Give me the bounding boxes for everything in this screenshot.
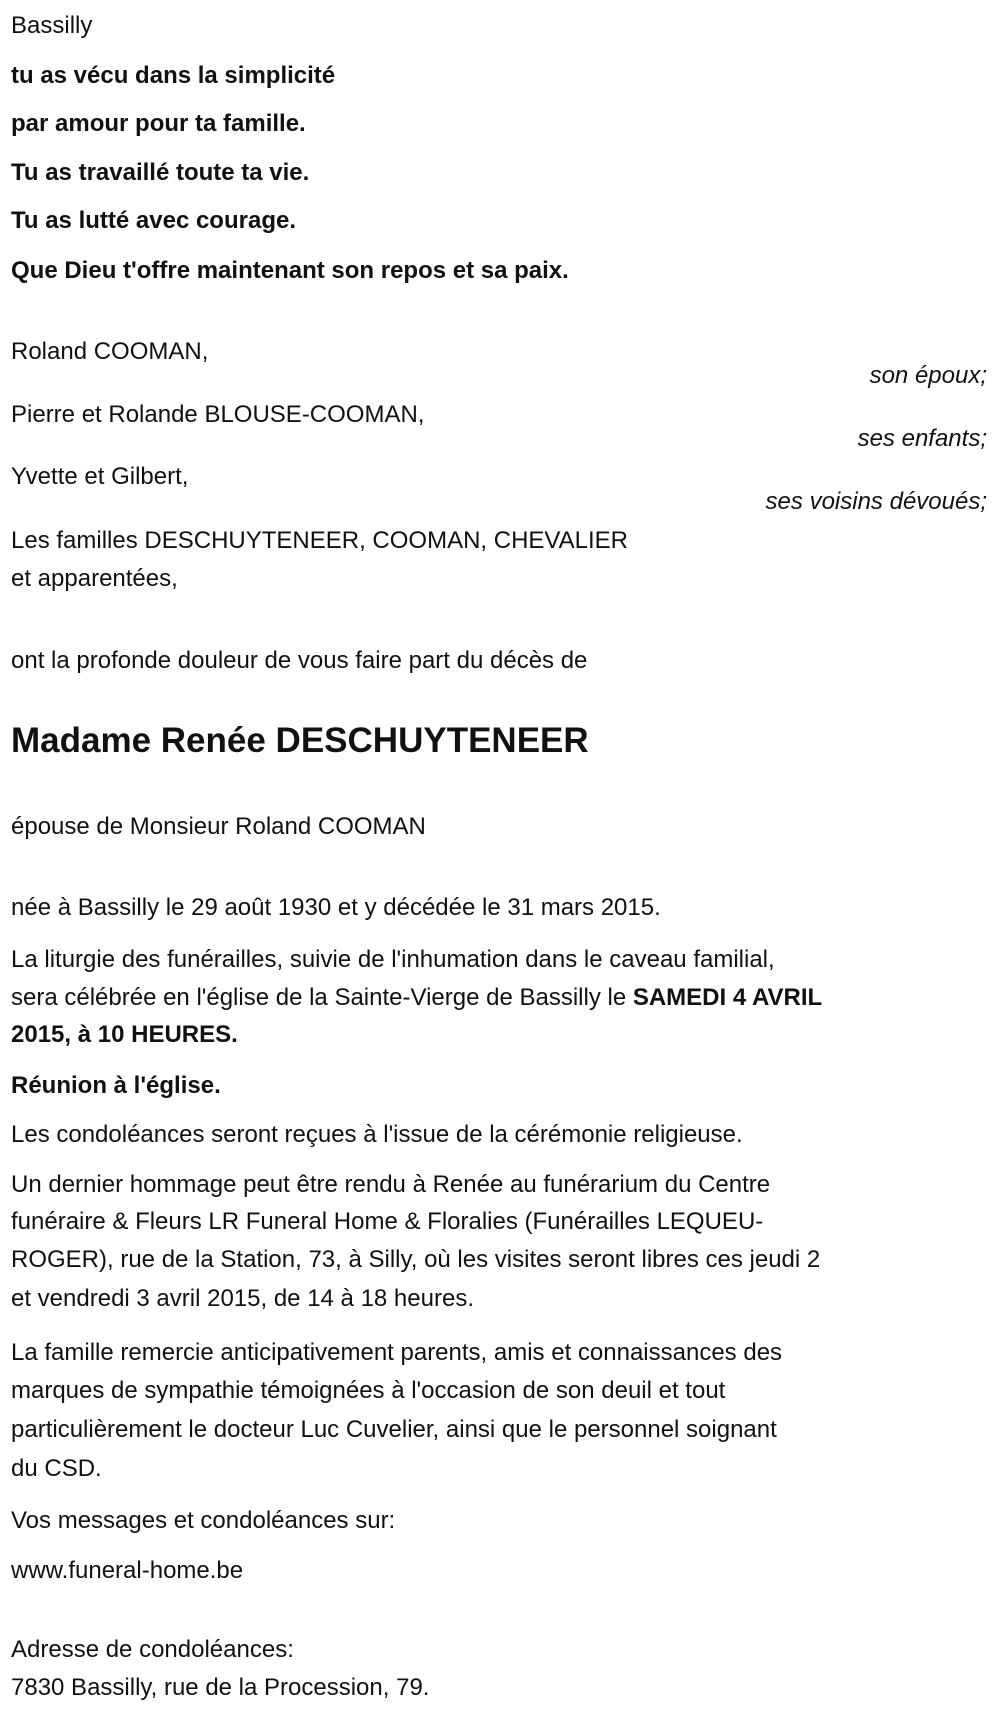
tribute-line: et vendredi 3 avril 2015, de 14 à 18 heures. [11,1285,474,1312]
meeting: Réunion à l'église. [11,1072,221,1099]
poem-line: tu as vécu dans la simplicité [11,62,336,89]
thanks-line: marques de sympathie témoignées à l'occasion de son deuil et tout [11,1377,726,1404]
thanks-line: La famille remercie anticipativement parents, amis et connaissances des [11,1339,783,1366]
tribute-line: ROGER), rue de la Station, 73, à Silly, où les visites seront libres ces jeudi 2 [11,1246,821,1273]
messages-label: Vos messages et condoléances sur: [11,1507,396,1534]
place: Bassilly [11,12,93,39]
liturgy-line [11,983,822,1013]
liturgy-date: SAMEDI 4 AVRIL [632,984,823,1011]
address: 7830 Bassilly, rue de la Procession, 79. [11,1674,430,1701]
family-name-continued: et apparentées, [11,565,178,592]
condolences-note: Les condoléances seront reçues à l'issue de la cérémonie religieuse. [11,1121,743,1148]
family-name: Roland COOMAN, [11,338,209,365]
liturgy-line: La liturgie des funérailles, suivie de l'inhumation dans le caveau familial, [11,946,775,973]
family-relation: son époux; [869,362,987,389]
family-name: Pierre et Rolande BLOUSE-COOMAN, [11,401,425,428]
tribute-line: funéraire & Fleurs LR Funeral Home & Floralies (Funérailles LEQUEU- [11,1208,764,1235]
tribute-line: Un dernier hommage peut être rendu à Renée au funérarium du Centre [11,1171,771,1198]
family-relation: ses enfants; [857,425,987,452]
deceased-name: Madame Renée DESCHUYTENEER [11,721,589,760]
poem-line: Tu as lutté avec courage. [11,207,296,234]
poem-line: par amour pour ta famille. [11,110,306,137]
liturgy-time: 2015, à 10 HEURES. [11,1021,238,1048]
thanks-line: du CSD. [11,1455,102,1482]
address-label: Adresse de condoléances: [11,1636,294,1663]
poem-line: Tu as travaillé toute ta vie. [11,159,310,186]
family-name: Yvette et Gilbert, [11,463,189,490]
family-name: Les familles DESCHUYTENEER, COOMAN, CHEVALIER [11,527,629,554]
announcement: ont la profonde douleur de vous faire part du décès de [11,647,588,674]
birth-death: née à Bassilly le 29 août 1930 et y décédée le 31 mars 2015. [11,894,661,921]
spouse-line: épouse de Monsieur Roland COOMAN [11,813,426,840]
thanks-line: particulièrement le docteur Luc Cuvelier, ainsi que le personnel soignant [11,1416,777,1443]
liturgy-text: sera célébrée en l'église de la Sainte-Vierge de Bassilly le [11,984,633,1011]
poem-line: Que Dieu t'offre maintenant son repos et sa paix. [11,257,569,284]
family-relation: ses voisins dévoués; [765,488,987,515]
website-link[interactable]: www.funeral-home.be [11,1557,244,1584]
